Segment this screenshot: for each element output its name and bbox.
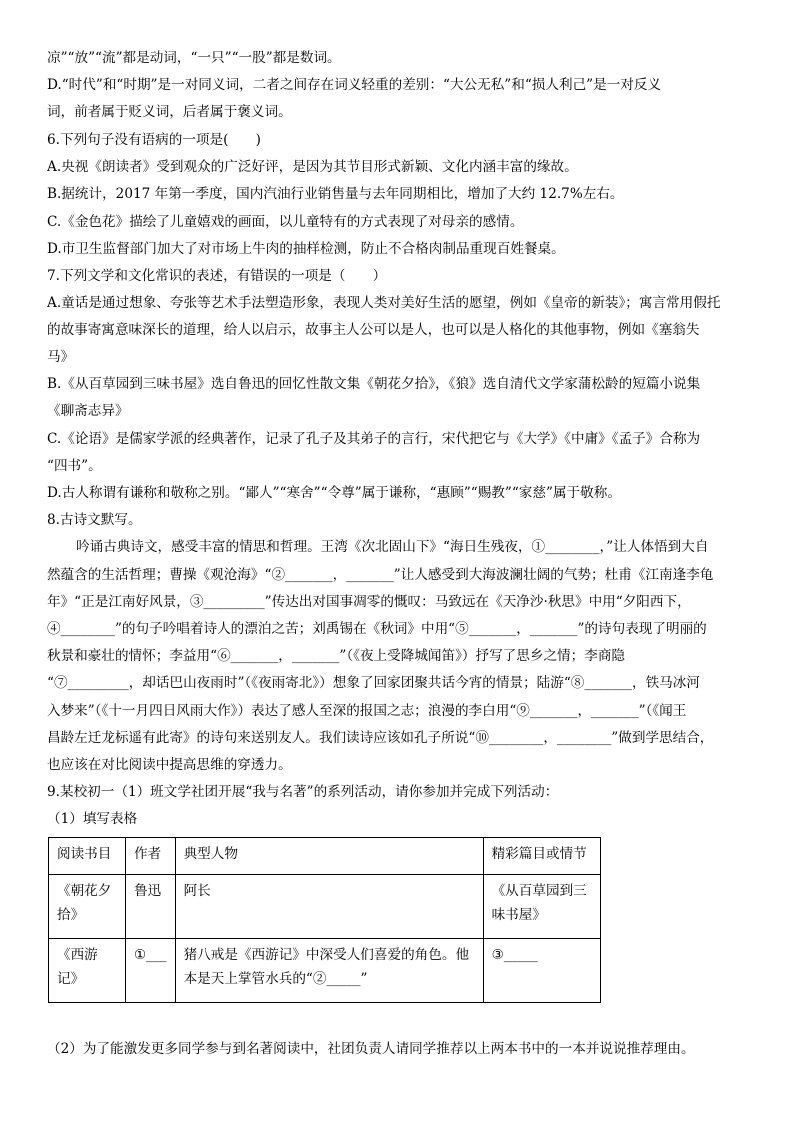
text-line: 秋景和豪壮的情怀；李益用“⑥_______，_______”（《夜上受降城闻笛》）抒写了思乡之情；李商隐	[47, 648, 626, 664]
table-row	[49, 939, 601, 1003]
table-header-cell: 精彩篇目或情节	[483, 838, 600, 875]
text-line: “四书”。	[47, 458, 102, 474]
text-line: 年》“正是江南好风景，③_________”传达出对国事凋零的慨叹：马致远在《天净沙·秋思》中用“夕阳西下，	[47, 594, 691, 610]
option-d: D.市卫生监督部门加大了对市场上牛肉的抽样检测，防止不合格肉制品重现百姓餐桌。	[47, 241, 565, 257]
text-line: C.《论语》是儒家学派的经典著作，记录了孔子及其弟子的言行，宋代把它与《大学》《中庸》《孟子》合称为	[47, 431, 701, 447]
text-line: D.“时代”和“时期”是一对同义词，二者之间存在词义轻重的差别：“大公无私”和“损人利己”是一对反义	[47, 77, 662, 93]
table-cell: ③_____	[483, 939, 600, 1003]
text-line: ④________”的句子吟唱着诗人的漂泊之苦；刘禹锡在《秋词》中用“⑤_______，_______”的诗句表现了明丽的	[47, 621, 707, 637]
option-c: C.《金色花》描绘了儿童嬉戏的画面，以儿童特有的方式表现了对母亲的感情。	[47, 214, 524, 230]
subquestion-2: （2）为了能激发更多同学参与到名著阅读中，社团负责人请同学推荐以上两本书中的一本并说说推荐理由。	[47, 1041, 695, 1057]
text-line: D.古人称谓有谦称和敬称之别。“鄙人”“寒舍”“令尊”属于谦称，“惠顾”“赐教”“家慈”属于敬称。	[47, 485, 621, 501]
text-line: 也应该在对比阅读中提高思维的穿透力。	[47, 757, 292, 773]
text-line: “⑦_________，却话巴山夜雨时”（《夜雨寄北》）想象了回家团聚共话今宵的情景；陆游“⑧_______，铁马冰河	[47, 675, 700, 691]
table-header-row	[49, 838, 601, 875]
text-line: 的故事寄寓意味深长的道理，给人以启示，故事主人公可以是人，也可以是人格化的其他事物，例如《塞翁失	[47, 322, 700, 338]
table-cell: 《西游记》	[49, 939, 126, 1003]
table-cell: 《朝花夕拾》	[49, 875, 126, 939]
table-cell: ①___	[126, 939, 176, 1003]
text-line: 马》	[47, 349, 75, 365]
subquestion-1-label: （1）填写表格	[47, 811, 138, 827]
table-cell: 猪八戒是《西游记》中深受人们喜爱的角色。他本是天上掌管水兵的“②_____”	[175, 939, 483, 1003]
table-header-cell: 典型人物	[175, 838, 483, 875]
table-header-cell: 作者	[126, 838, 176, 875]
table-header-cell: 阅读书目	[49, 838, 126, 875]
question-9-title: 9.某校初一（1）班文学社团开展“我与名著”的系列活动，请你参加并完成下列活动：	[47, 784, 559, 800]
text-line: 入梦来”（《十一月四日风雨大作》）表达了感人至深的报国之志；浪漫的李白用“⑨_______，_______”（《闻王	[47, 703, 687, 719]
text-line: 然蕴含的生活哲理；曹操《观沧海》“②_______，_______”让人感受到大海波澜壮阔的气势；杜甫《江南逢李龟	[47, 567, 714, 583]
option-a: A.央视《朗读者》受到观众的广泛好评，是因为其节目形式新颖、文化内涵丰富的缘故。	[47, 159, 578, 175]
text-line: 昌龄左迁龙标遥有此寄》的诗句来送别友人。我们读诗应该如孔子所说“⑩________，________”做到学思结合，	[47, 730, 714, 746]
text-line: 词，前者属于贬义词，后者属于褒义词。	[47, 104, 292, 120]
question-8-title: 8.古诗文默写。	[47, 512, 142, 528]
text-line: 吟诵古典诗文，感受丰富的情思和哲理。王湾《次北固山下》“海日生残夜，①________，”让人体悟到大自	[76, 539, 709, 555]
table-cell: 《从百草园到三味书屋》	[483, 875, 600, 939]
text-line: 凉”“放”“流”都是动词，“一只”“一股”都是数词。	[47, 50, 341, 66]
table-row	[49, 875, 601, 939]
option-b: B.据统计，2017 年第一季度，国内汽油行业销售量与去年同期相比，增加了大约 12.7%左右。	[47, 186, 624, 202]
reading-table	[48, 837, 601, 1003]
text-line: A.童话是通过想象、夸张等艺术手法塑造形象，表现人类对美好生活的愿望，例如《皇帝的新装》；寓言常用假托	[47, 295, 721, 311]
text-line: 《聊斋志异》	[47, 403, 129, 419]
question-7-title: 7.下列文学和文化常识的表述，有错误的一项是（ ）	[47, 268, 387, 284]
table-cell: 阿长	[175, 875, 483, 939]
table-cell: 鲁迅	[126, 875, 176, 939]
question-6-title: 6.下列句子没有语病的一项是( )	[47, 132, 261, 148]
text-line: B.《从百草园到三味书屋》选自鲁迅的回忆性散文集《朝花夕拾》，《狼》选自清代文学家蒲松龄的短篇小说集	[47, 376, 701, 392]
